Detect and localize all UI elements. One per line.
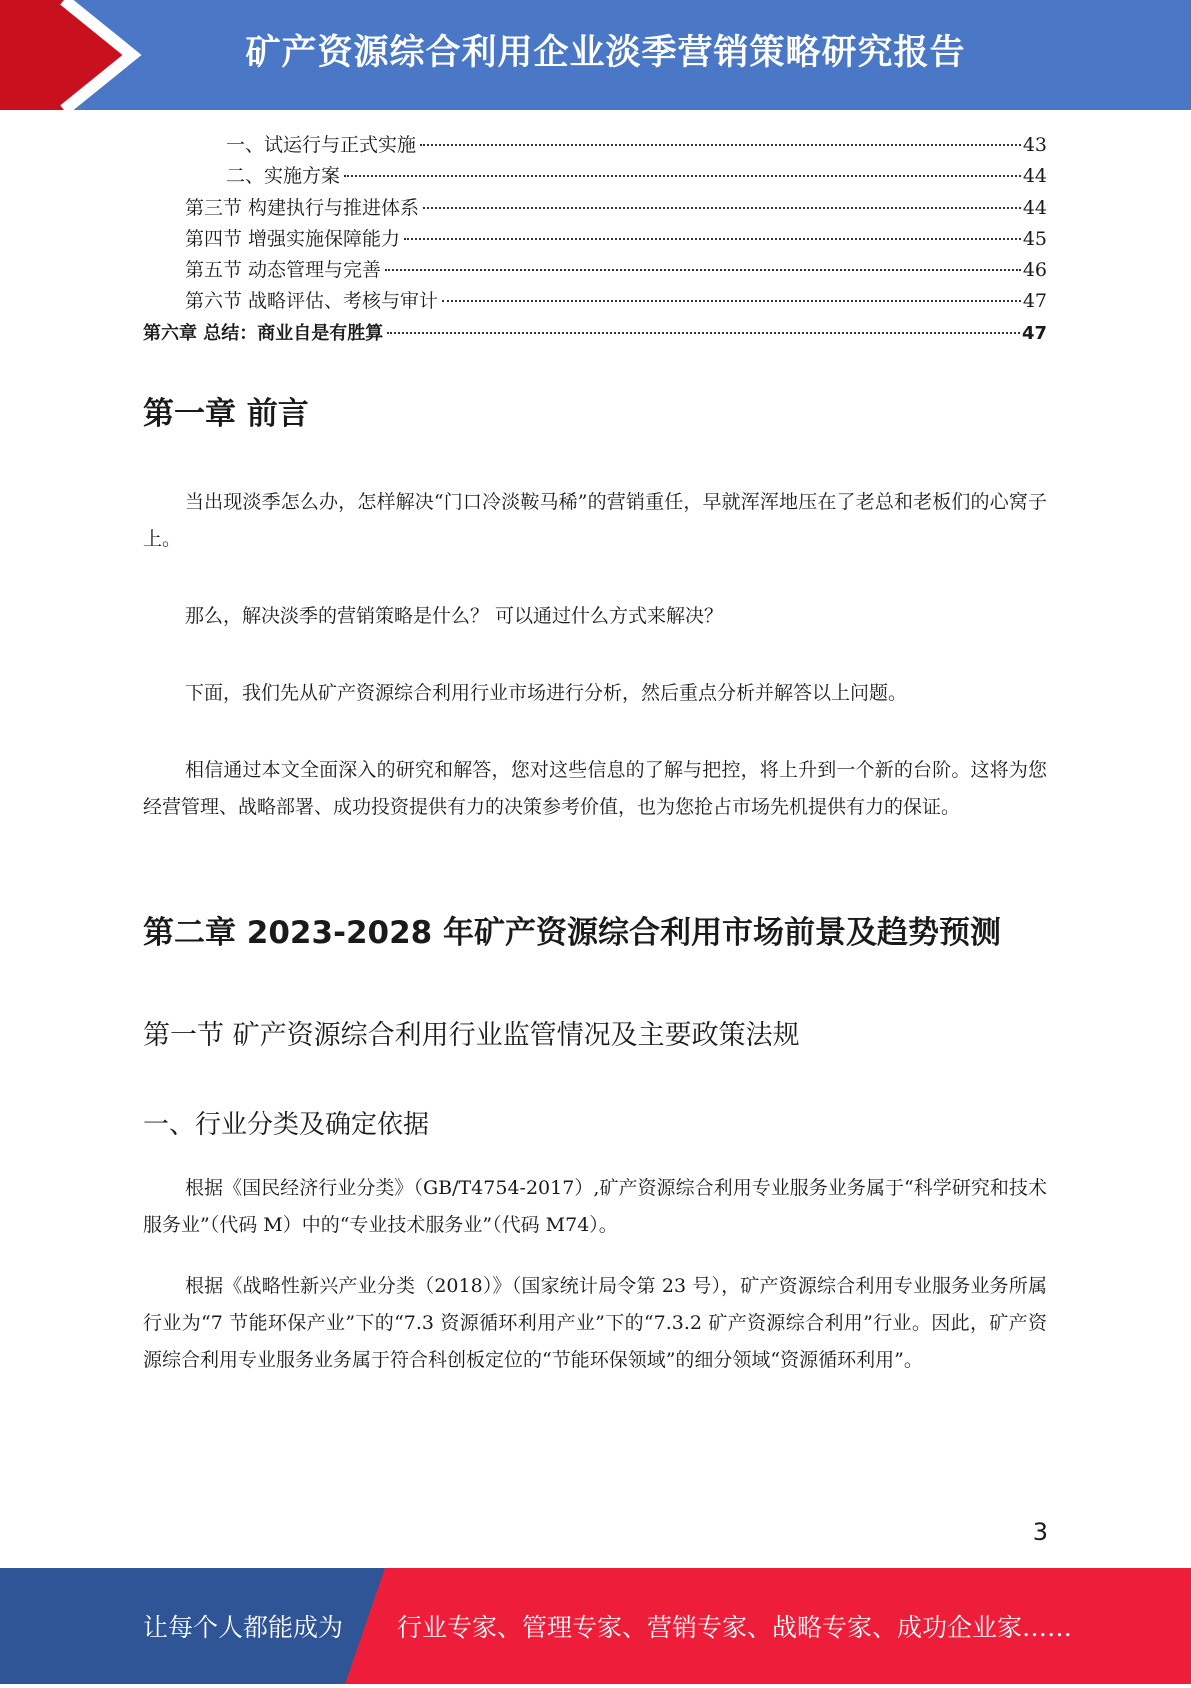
toc-entry-label: 第六节 战略评估、考核与审计 <box>185 290 439 313</box>
toc-entry[interactable] <box>143 286 1047 317</box>
toc-entry-page: 44 <box>1022 165 1047 188</box>
toc-leader-dots <box>442 300 1021 302</box>
paragraph: 根据《战略性新兴产业分类（2018）》（国家统计局令第 23 号），矿产资源综合利用专业服务业务所属行业为“7 节能环保产业”下的“7.3 资源循环利用产业”下的“7.3.2 矿产资源综合利用”行业。因此，矿产资源综合利用专业服务业务属于符合科创板定位的“节能环保领域”的细分领域“资源循环利用”。 <box>143 1275 1047 1371</box>
page-number: 3 <box>1032 1518 1048 1546</box>
toc-entry[interactable] <box>143 255 1047 286</box>
toc-entry-page: 43 <box>1022 134 1047 156</box>
report-title: 矿产资源综合利用企业淡季营销策略研究报告 <box>245 33 966 73</box>
section-heading: 第一节 矿产资源综合利用行业监管情况及主要政策法规 <box>143 1020 800 1051</box>
toc-entry-label: 一、试运行与正式实施 <box>226 134 417 156</box>
footer-slogan-right: 行业专家、管理专家、营销专家、战略专家、成功企业家…… <box>397 1613 1073 1642</box>
footer-banner <box>0 1568 1191 1684</box>
toc-entry-page: 47 <box>1021 322 1047 344</box>
toc-entry-label: 第六章 总结：商业自是有胜算 <box>143 322 384 344</box>
paragraph: 根据《国民经济行业分类》（GB/T4754-2017）,矿产资源综合利用专业服务业务属于“科学研究和技术服务业”（代码 M）中的“专业技术服务业”（代码 M74）。 <box>143 1177 1047 1236</box>
toc-entry-label: 第四节 增强实施保障能力 <box>185 227 401 250</box>
paragraph: 那么，解决淡季的营销策略是什么？ 可以通过什么方式来解决？ <box>185 605 724 627</box>
paragraph: 下面，我们先从矿产资源综合利用行业市场进行分析，然后重点分析并解答以上问题。 <box>185 682 908 704</box>
toc-entry-chapter[interactable] <box>143 318 1047 349</box>
toc-entry[interactable] <box>143 130 1047 161</box>
toc-leader-dots <box>404 238 1021 240</box>
toc-leader-dots <box>423 207 1021 209</box>
chapter2-heading: 第二章 2023-2028 年矿产资源综合利用市场前景及趋势预测 <box>143 915 1002 951</box>
chapter1-heading: 第一章 前言 <box>143 396 309 432</box>
toc-entry-label: 二、实施方案 <box>226 165 341 188</box>
toc-leader-dots <box>387 332 1020 334</box>
toc-entry-page: 46 <box>1022 259 1047 282</box>
toc-entry-page: 47 <box>1022 290 1047 313</box>
toc-leader-dots <box>344 175 1021 177</box>
toc-entry[interactable] <box>143 161 1047 192</box>
footer-slogan-left: 让每个人都能成为 <box>143 1613 344 1642</box>
toc-leader-dots <box>385 269 1021 271</box>
toc-entry-label: 第三节 构建执行与推进体系 <box>185 196 420 219</box>
subsection-heading: 一、行业分类及确定依据 <box>143 1110 430 1140</box>
table-of-contents <box>143 130 1047 349</box>
toc-entry-page: 44 <box>1022 196 1047 219</box>
header-banner <box>0 0 1191 110</box>
toc-leader-dots <box>420 144 1021 146</box>
paragraph: 当出现淡季怎么办，怎样解决“门口冷淡鞍马稀”的营销重任，早就浑浑地压在了老总和老板们的心窝子上。 <box>143 491 1047 550</box>
toc-entry-label: 第五节 动态管理与完善 <box>185 259 382 282</box>
paragraph: 相信通过本文全面深入的研究和解答，您对这些信息的了解与把控，将上升到一个新的台阶。这将为您经营管理、战略部署、成功投资提供有力的决策参考价值，也为您抢占市场先机提供有力的保证。 <box>143 759 1047 818</box>
toc-entry[interactable] <box>143 193 1047 224</box>
toc-entry-page: 45 <box>1022 227 1047 250</box>
toc-entry[interactable] <box>143 224 1047 255</box>
